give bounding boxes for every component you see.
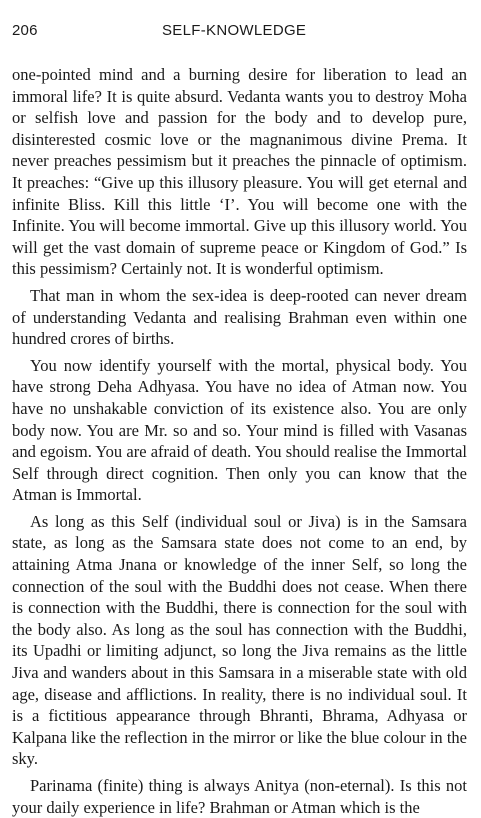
paragraph-continued: one-pointed mind and a burning desire for liberation to lead an immoral life? It is quite absurd. Vedanta wants you to destroy Moha or selfish love and passion for the body and to develop pure, disinterested cosmic love or the magnanimous divine Prema. It never preaches pessimism but it preaches the pinnacle of optimism. It preaches: “Give up this illusory pleasure. You will get eternal and infinite Bliss. Kill this little ‘I’. You will become one with the Infinite. You will become immortal. Give up this illusory world. You will get the vast domain of supreme peace or Kingdom of God.” Is this pessimism? Certainly not. It is wonderful optimism. (12, 65, 467, 279)
body-text (12, 64, 467, 818)
paragraph: That man in whom the sex-idea is deep-rooted can never dream of understanding Vedanta and realising Brahman even within one hundred crores of births. (12, 285, 467, 349)
paragraph: Parinama (finite) thing is always Anitya (non-eternal). Is this not your daily experience in life? Brahman or Atman which is the (12, 776, 467, 817)
paragraph: As long as this Self (individual soul or Jiva) is in the Samsara state, as long as the Samsara state does not come to an end, by attaining Atma Jnana or knowledge of the inner Self, so long the connection of the soul with the Buddhi does not cease. When there is connection with the Buddhi, there is connection for the soul with the body also. As long as the soul has connection with the Buddhi, its Upadhi or limiting adjunct, so long the Jiva remains as the little Jiva and wanders about in this Samsara in a miserable state with old age, disease and afflictions. In reality, there is no individual soul. It is a fictitious appearance through Bhranti, Bhrama, Adhyasa or Kalpana like the reflection in the mirror or like the blue colour in the sky. (12, 511, 467, 769)
page-header (12, 22, 469, 44)
page-number: 206 (12, 22, 38, 39)
paragraph: You now identify yourself with the mortal, physical body. You have strong Deha Adhyasa. You have no idea of Atman now. You have no unshakable conviction of its existence also. You are only body now. You are Mr. so and so. Your mind is filled with Vasanas and egoism. You are afraid of death. You should realise the Immortal Self through direct cognition. Then only you can know that the Atman is Immortal. (12, 355, 467, 505)
running-head: SELF-KNOWLEDGE (162, 22, 307, 39)
